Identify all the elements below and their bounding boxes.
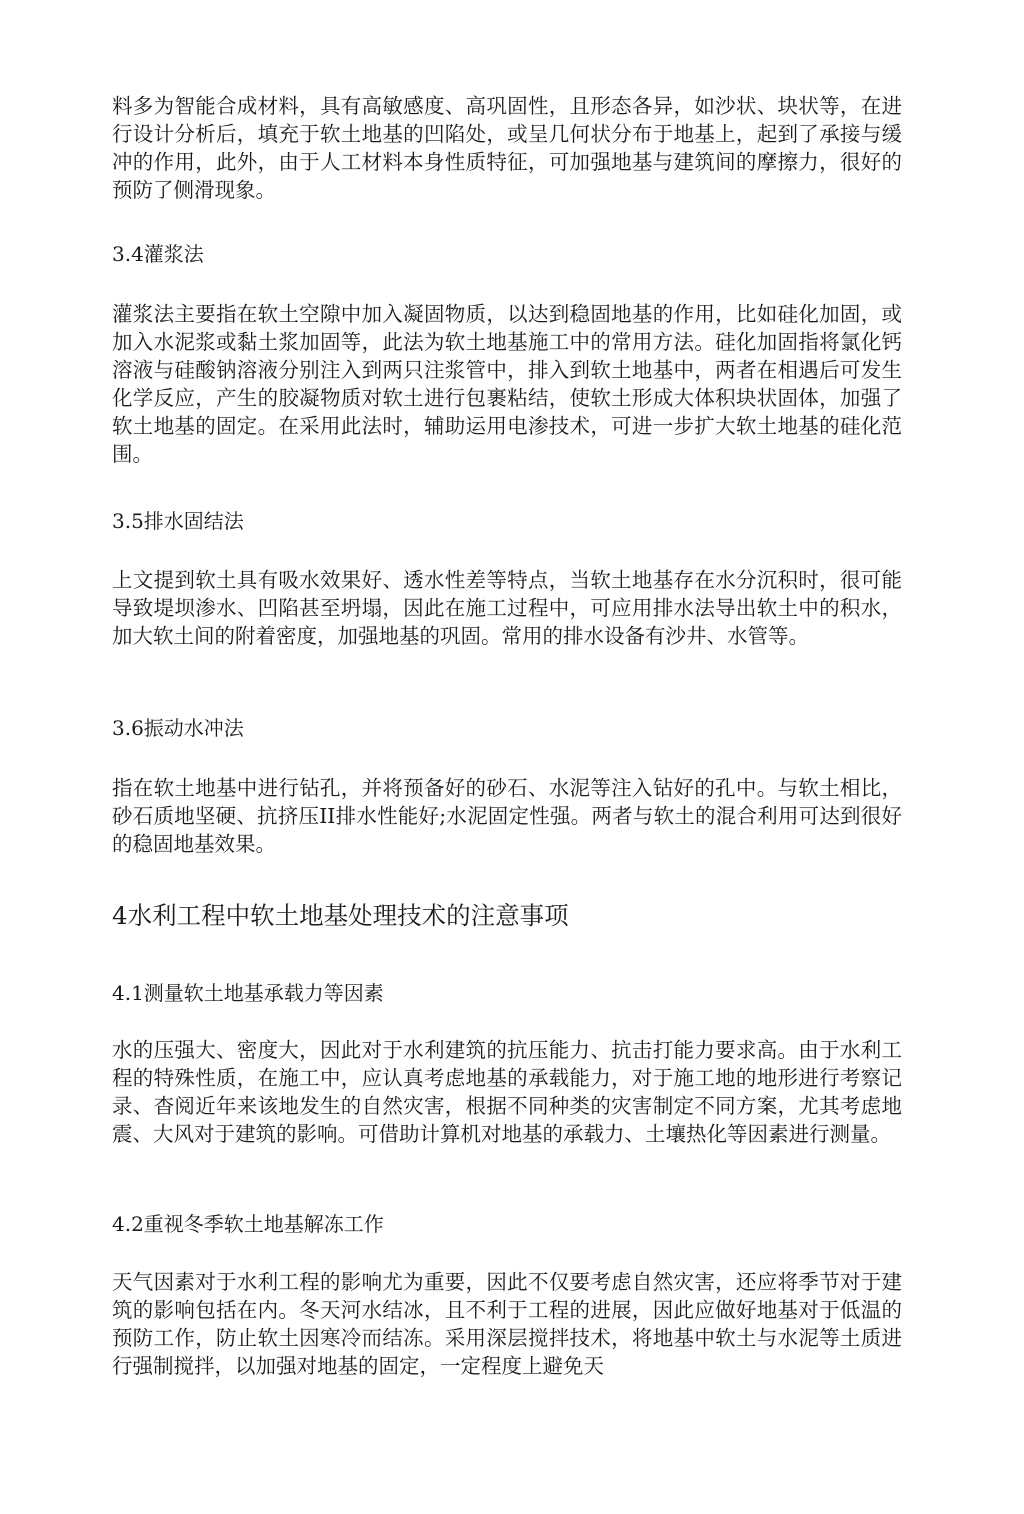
section-heading-3-4: [112, 240, 902, 268]
heading-text: 3.6振动水冲法: [112, 716, 244, 740]
chapter-heading-4: [112, 900, 902, 932]
heading-text: 4水利工程中软土地基处理技术的注意事项: [112, 901, 569, 930]
section-heading-4-2: [112, 1210, 902, 1238]
paragraph-3-6: [112, 774, 902, 858]
section-heading-4-1: [112, 979, 902, 1007]
paragraph-3-5: [112, 566, 902, 650]
paragraph-intro: [112, 92, 902, 204]
paragraph-text: 料多为智能合成材料，具有高敏感度、高巩固性，且形态各异，如沙状、块状等，在进行设计分析后，填充于软土地基的凹陷处，或呈几何状分布于地基上，起到了承接与缓冲的作用，此外，由于人工材料本身性质特征，可加强地基与建筑间的摩擦力，很好的预防了侧滑现象。: [112, 94, 902, 202]
paragraph-text: 上文提到软土具有吸水效果好、透水性差等特点，当软土地基存在水分沉积时，很可能导致堤坝渗水、凹陷甚至坍塌，因此在施工过程中，可应用排水法导出软土中的积水，加大软土间的附着密度，加强地基的巩固。常用的排水设备有沙井、水管等。: [112, 568, 902, 648]
heading-text: 3.4灌浆法: [112, 242, 204, 266]
paragraph-text: 指在软土地基中进行钻孔，并将预备好的砂石、水泥等注入钻好的孔中。与软土相比，砂石质地坚硬、抗挤压II排水性能好;水泥固定性强。两者与软土的混合利用可达到很好的稳固地基效果。: [112, 776, 902, 856]
heading-text: 4.1测量软土地基承载力等因素: [112, 981, 384, 1005]
paragraph-4-2: [112, 1268, 902, 1380]
paragraph-4-1: [112, 1036, 902, 1148]
paragraph-text: 天气因素对于水利工程的影响尤为重要，因此不仅要考虑自然灾害，还应将季节对于建筑的影响包括在内。冬天河水结冰，且不利于工程的进展，因此应做好地基对于低温的预防工作，防止软土因寒冷而结冻。采用深层搅拌技术，将地基中软土与水泥等土质进行强制搅拌，以加强对地基的固定，一定程度上避免天: [112, 1270, 902, 1378]
paragraph-text: 水的压强大、密度大，因此对于水利建筑的抗压能力、抗击打能力要求高。由于水利工程的特殊性质，在施工中，应认真考虑地基的承载能力，对于施工地的地形进行考察记录、杳阅近年来该地发生的自然灾害，根据不同种类的灾害制定不同方案，尤其考虑地震、大风对于建筑的影响。可借助计算机对地基的承载力、土壤热化等因素进行测量。: [112, 1038, 902, 1146]
heading-text: 4.2重视冬季软土地基解冻工作: [112, 1212, 384, 1236]
section-heading-3-5: [112, 507, 902, 535]
heading-text: 3.5排水固结法: [112, 509, 244, 533]
paragraph-text: 灌浆法主要指在软土空隙中加入凝固物质，以达到稳固地基的作用，比如硅化加固，或加入水泥浆或黏土浆加固等，此法为软土地基施工中的常用方法。硅化加固指将氯化钙溶液与硅酸钠溶液分别注入到两只注浆管中，排入到软土地基中，两者在相遇后可发生化学反应，产生的胶凝物质对软土进行包裹粘结，使软土形成大体积块状固体，加强了软土地基的固定。在采用此法时，辅助运用电渗技术，可进一步扩大软土地基的硅化范围。: [112, 302, 902, 466]
paragraph-3-4: [112, 300, 902, 468]
section-heading-3-6: [112, 714, 902, 742]
